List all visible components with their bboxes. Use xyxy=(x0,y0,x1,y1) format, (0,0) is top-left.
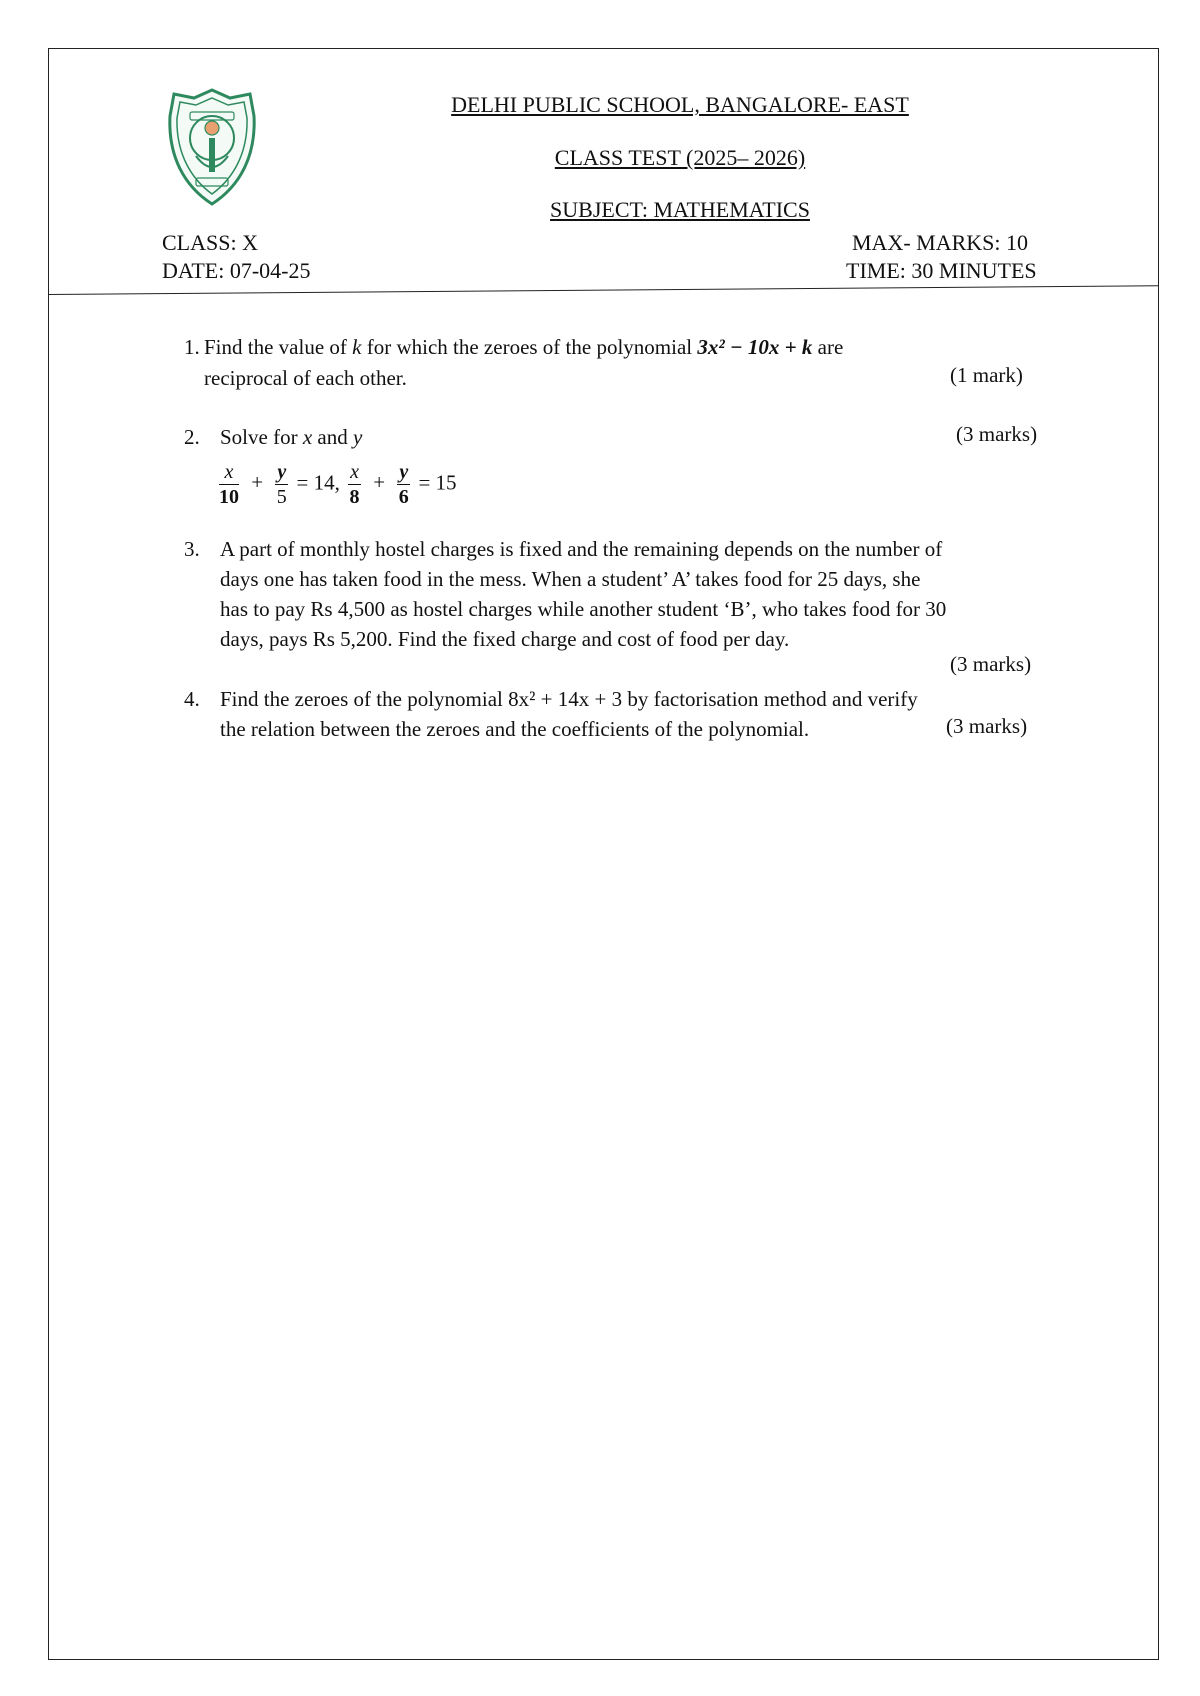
marks-label: (1 mark) xyxy=(950,363,1023,387)
question-text: Find the value of k for which the zeroes of the polynomial 3x² − 10x + k are xyxy=(204,335,844,359)
fraction: $\frac{y}{5}$ xyxy=(276,461,287,508)
question-line: has to pay Rs 4,500 as hostel charges while another student ‘B’, who takes food for 30 xyxy=(220,597,947,621)
question-number: 2. xyxy=(184,425,200,449)
class-label: CLASS: X xyxy=(162,230,258,255)
question-number: 1. xyxy=(184,335,200,359)
question-line: days one has taken food in the mess. When a student’ A’ takes food for 25 days, she xyxy=(220,567,921,591)
max-marks-label: MAX- MARKS: 10 xyxy=(852,230,1029,255)
question-text: Solve for x and y xyxy=(220,425,363,449)
marks-label: (3 marks) xyxy=(946,714,1028,738)
date-label: DATE: 07-04-25 xyxy=(162,258,311,283)
fraction: $\frac{y}{6}$ xyxy=(398,461,409,508)
question-number: 4. xyxy=(184,687,200,711)
equation-pair: $\frac{x}{10}$ + $\frac{y}{5}$ = 14, $\frac{x}{8}$ + $\frac{y}{6}$ = 15 xyxy=(219,461,457,508)
question-text: reciprocal of each other. xyxy=(204,366,407,390)
marks-label: (3 marks) xyxy=(950,652,1032,676)
time-label: TIME: 30 MINUTES xyxy=(846,258,1037,283)
fraction: $\frac{x}{8}$ xyxy=(349,461,360,508)
test-title: CLASS TEST (2025– 2026) xyxy=(554,145,806,170)
subject-title: SUBJECT: MATHEMATICS xyxy=(550,197,810,222)
question-line: A part of monthly hostel charges is fixed and the remaining depends on the number of xyxy=(220,537,943,561)
fraction: $\frac{x}{10}$ xyxy=(219,461,239,508)
question-line: days, pays Rs 5,200. Find the fixed charge and cost of food per day. xyxy=(220,627,790,651)
marks-label: (3 marks) xyxy=(956,422,1038,446)
question-line: the relation between the zeroes and the coefficients of the polynomial. xyxy=(220,717,810,741)
question-number: 3. xyxy=(184,537,200,561)
school-name: DELHI PUBLIC SCHOOL, BANGALORE- EAST xyxy=(451,92,909,117)
question-line: Find the zeroes of the polynomial 8x² + 14x + 3 by factorisation method and verify xyxy=(220,687,918,711)
